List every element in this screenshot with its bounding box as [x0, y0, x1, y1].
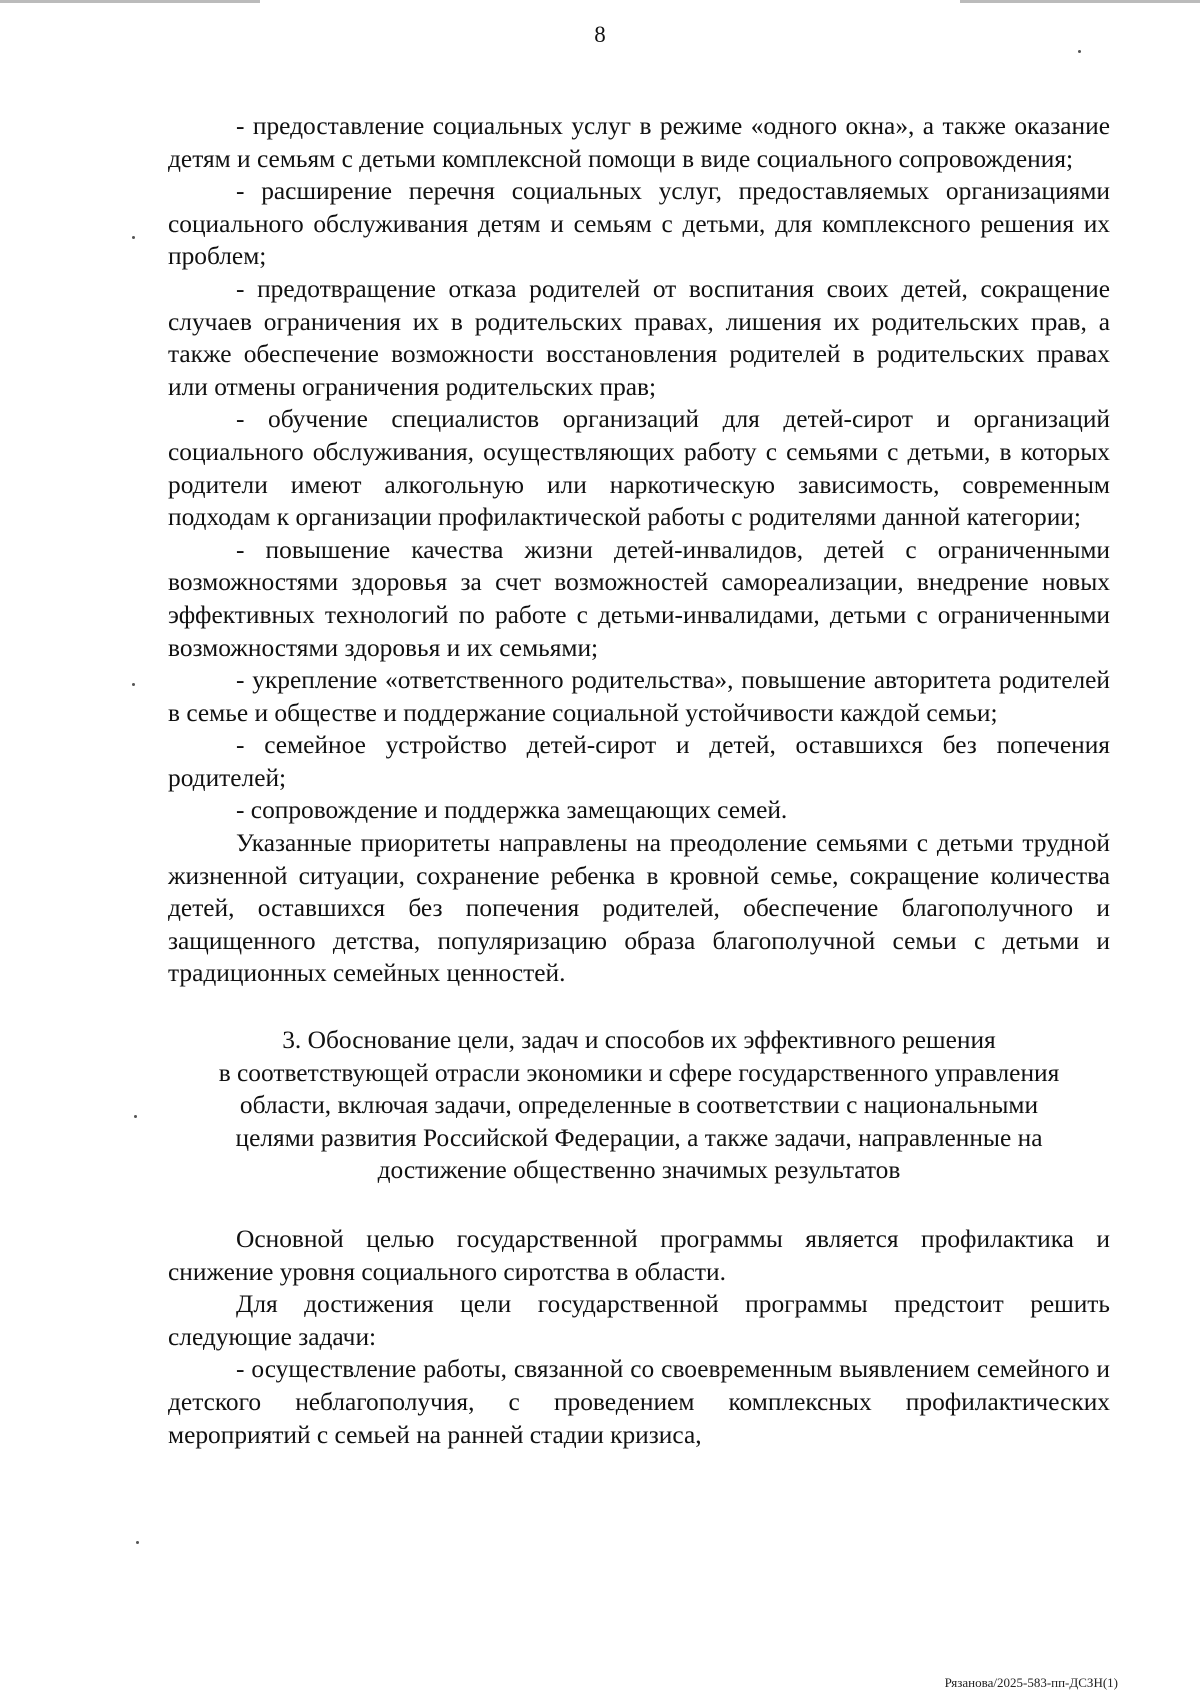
document-body: [168, 110, 1110, 1451]
document-reference-code: Рязанова/2025-583-пп-ДСЗН(1): [944, 1675, 1118, 1690]
list-item-specialist-training: - обучение специалистов организаций для детей-сирот и организаций социального обслуживания, осуществляющих работу с семьями с детьми, в которых родители имеют алкогольную или наркотическую зависимость, современным подходам к организации профилактической работы с родителями данной категории;: [168, 405, 1110, 532]
program-tasks-intro-paragraph: Для достижения цели государственной программы предстоит решить следующие задачи:: [168, 1290, 1110, 1351]
list-item-responsible-parenting: - укрепление «ответственного родительства», повышение авторитета родителей в семье и обществе и поддержание социальной устойчивости каждой семьи;: [168, 666, 1110, 727]
list-item-foster-support: - сопровождение и поддержка замещающих семей.: [236, 796, 788, 825]
list-item-early-detection: - осуществление работы, связанной со своевременным выявлением семейного и детского неблагополучия, с проведением комплексных профилактических мероприятий с семьей на ранней стадии кризиса,: [168, 1355, 1110, 1449]
scan-dot: [136, 1541, 139, 1544]
priorities-summary-paragraph: Указанные приоритеты направлены на преодоление семьями с детьми трудной жизненной ситуации, сохранение ребенка в кровной семье, сокращение количества детей, оставшихся без попечения родителей, обеспечение благополучного и защищенного детства, популяризацию образа благополучной семьи с детьми и традиционных семейных ценностей.: [168, 829, 1110, 988]
list-item-one-window-services: - предоставление социальных услуг в режиме «одного окна», а также оказание детям и семьям с детьми комплексной помощи в виде социального сопровождения;: [168, 112, 1110, 173]
section-heading-line: целями развития Российской Федерации, а также задачи, направленные на: [235, 1123, 1043, 1152]
list-item-prevent-refusal: - предотвращение отказа родителей от воспитания своих детей, сокращение случаев ограничения их в родительских правах, лишения их родительских прав, а также обеспечение возможности восстановления родителей в родительских правах или отмены ограничения родительских прав;: [168, 274, 1110, 401]
list-item-expand-services: - расширение перечня социальных услуг, предоставляемых организациями социального обслуживания детям и семьям с детьми, для комплексного решения их проблем;: [168, 177, 1110, 271]
scan-dot: [1078, 50, 1081, 53]
section-heading: [168, 1024, 1110, 1187]
section-heading-line: области, включая задачи, определенные в соответствии с национальными: [239, 1091, 1039, 1120]
section-heading-line: в соответствующей отрасли экономики и сфере государственного управления: [218, 1058, 1060, 1087]
scan-dot: [134, 1115, 137, 1118]
section-body: [168, 1223, 1110, 1451]
scan-edge-right: [960, 0, 1200, 3]
section-heading-line: достижение общественно значимых результатов: [377, 1156, 901, 1185]
list-item-family-placement: - семейное устройство детей-сирот и детей, оставшихся без попечения родителей;: [168, 731, 1110, 792]
list-item-quality-of-life: - повышение качества жизни детей-инвалидов, детей с ограниченными возможностями здоровья за счет возможностей самореализации, внедрение новых эффективных технологий по работе с детьми-инвалидами, детьми с ограниченными возможностями здоровья и их семьями;: [168, 535, 1110, 662]
page-number: 8: [594, 22, 606, 47]
program-goal-paragraph: Основной целью государственной программы является профилактика и снижение уровня социального сиротства в области.: [168, 1225, 1110, 1286]
scan-edge-left: [0, 0, 260, 3]
section-heading-line: 3. Обоснование цели, задач и способов их эффективного решения: [282, 1026, 996, 1055]
scan-dot: [132, 683, 135, 686]
scan-dot: [132, 236, 135, 239]
